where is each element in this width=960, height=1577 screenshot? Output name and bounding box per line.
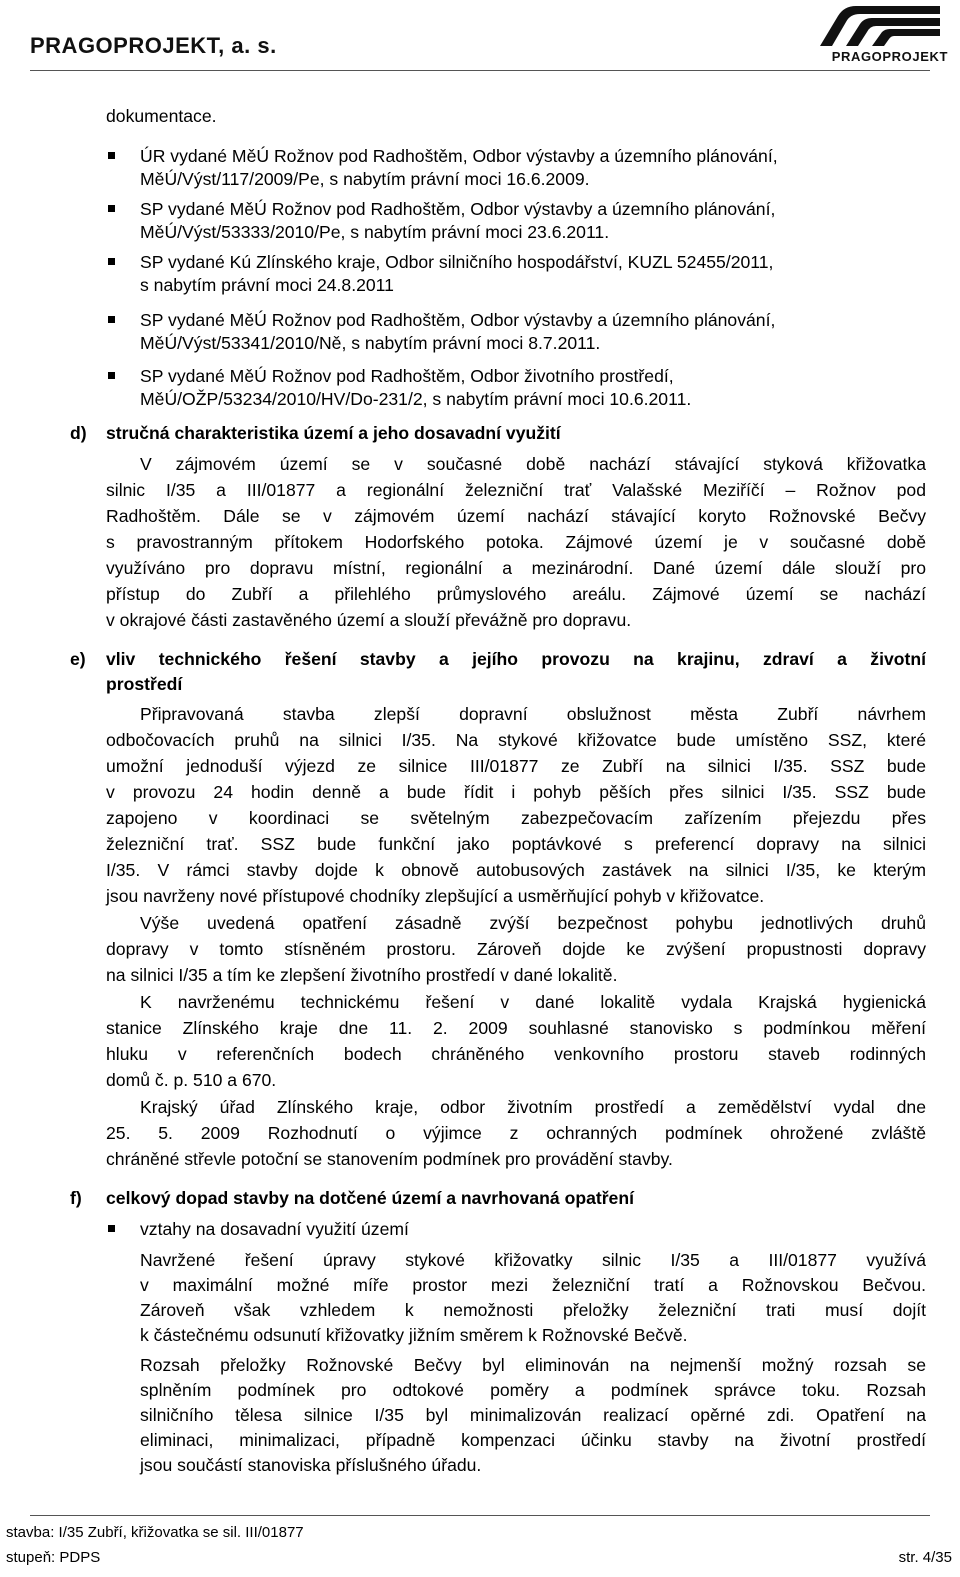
section-f-p1-line-3: Zároveň však vzhledem k nemožnosti přeložky železniční trati musí dojít (140, 1300, 926, 1320)
section-e-p1-line-2: odbočovacích pruhů na silnici I/35. Na stykové křižovatce bude umístěno SSZ, které (106, 730, 926, 750)
page-header (0, 0, 960, 80)
section-e-heading-line-1: vliv technického řešení stavby a jejího provozu na krajinu, zdraví a životní (106, 649, 926, 669)
section-e-p4-line-1: Krajský úřad Zlínského kraje, odbor životním prostředí a zemědělství vydal dne (140, 1097, 926, 1117)
section-e-p1-line-7: I/35. V rámci stavby dojde k obnově autobusových zastávek na silnici I/35, ke kterým (106, 860, 926, 880)
company-name: PRAGOPROJEKT, a. s. (30, 33, 277, 58)
section-d-heading: stručná charakteristika území a jeho dosavadní využití (106, 423, 561, 443)
section-d-line-3: Radhoštěm. Dále se v zájmovém území nachází stávající koryto Rožnovské Bečvy (106, 506, 926, 526)
bullet-icon (108, 1225, 115, 1232)
section-d-line-5: využíváno pro dopravu místní, regionální a mezinárodní. Dané území dále slouží pro (106, 558, 926, 578)
pragoprojekt-logo (800, 2, 948, 66)
section-d-line-7: v okrajové části zastavěného území a slouží převážně pro dopravu. (106, 610, 632, 630)
section-e-p2-line-2: dopravy v tomto stísněném prostoru. Zároveň dojde ke zvýšení propustnosti dopravy (106, 939, 926, 959)
section-e-p2-line-3: na silnici I/35 a tím ke zlepšení životního prostředí v dané lokalitě. (106, 965, 618, 985)
section-e-p3-line-1: K navrženému technickému řešení v dané lokalitě vydala Krajská hygienická (140, 992, 926, 1012)
bullet-icon (108, 258, 115, 265)
section-e-p1-line-4: v provozu 24 hodin denně a bude řídit i pohyb pěších přes silnici I/35. SSZ bude (106, 782, 926, 802)
bullet-icon (108, 205, 115, 212)
permit-2-line-2: MěÚ/Výst/53333/2010/Pe, s nabytím právní moci 23.6.2011. (140, 222, 610, 242)
section-e-p1-line-3: umožní jednoduší výjezd ze silnice III/01877 ze Zubří na silnici I/35. SSZ bude (106, 756, 926, 776)
permit-1-line-2: MěÚ/Výst/117/2009/Pe, s nabytím právní moci 16.6.2009. (140, 169, 590, 189)
section-f-p2-line-3: silničního tělesa silnice I/35 byl minimalizován realizací opěrné zdi. Opatření na (140, 1405, 926, 1425)
section-e-p2-line-1: Výše uvedená opatření zásadně zvýší bezpečnost pohybu jednotlivých druhů (140, 913, 926, 933)
section-e-p3-line-4: domů č. p. 510 a 670. (106, 1070, 277, 1090)
permit-3-line-1: SP vydané Kú Zlínského kraje, Odbor silničního hospodářství, KUZL 52455/2011, (140, 252, 774, 272)
section-d-line-1: V zájmovém území se v současné době nachází stávající styková křižovatka (140, 454, 926, 474)
section-f-label: f) (70, 1188, 82, 1208)
permit-1-line-1: ÚR vydané MěÚ Rožnov pod Radhoštěm, Odbor výstavby a územního plánování, (140, 146, 778, 166)
section-f-bullet-text: vztahy na dosavadní využití území (140, 1219, 409, 1239)
section-f-p1-line-1: Navržené řešení úpravy stykové křižovatky silnic I/35 a III/01877 využívá (140, 1250, 926, 1270)
page-footer (0, 1515, 960, 1577)
section-e-p1-line-1: Připravovaná stavba zlepší dopravní obslužnost města Zubří návrhem (140, 704, 926, 724)
section-e-p3-line-2: stanice Zlínského kraje dne 11. 2. 2009 souhlasné stanovisko s podmínkou měření (106, 1018, 926, 1038)
section-d-line-2: silnic I/35 a III/01877 a regionální železniční trať Valašské Meziříčí – Rožnov pod (106, 480, 926, 500)
bullet-icon (108, 372, 115, 379)
intro-text: dokumentace. (106, 106, 217, 126)
section-d-label: d) (70, 423, 87, 443)
section-e-p4-line-3: chráněné střevle potoční se stanovením podmínek pro provádění stavby. (106, 1149, 673, 1169)
section-f-p2-line-1: Rozsah přeložky Rožnovské Bečvy byl eliminován na nejmenší možný rozsah se (140, 1355, 926, 1375)
bullet-icon (108, 152, 115, 159)
logo-text: PRAGOPROJEKT (831, 49, 948, 64)
section-d-line-6: přístup do Zubří a přilehlého průmyslového areálu. Zájmové území se nachází (106, 584, 926, 604)
section-e-p4-line-2: 25. 5. 2009 Rozhodnutí o výjimce z ochranných podmínek ohrožené zvláště (106, 1123, 926, 1143)
section-e-p1-line-6: železniční trať. SSZ bude funkční jako poptávkové s preferencí dopravy na silnici (106, 834, 926, 854)
section-e-heading-line-2: prostředí (106, 674, 183, 694)
section-f-p2-line-4: eliminaci, minimalizaci, případně kompenzaci účinku stavby na životní prostředí (140, 1430, 926, 1450)
footer-divider (30, 1515, 930, 1516)
section-f-p1-line-2: v maximální možné míře prostor mezi železniční tratí a Rožnovskou Bečvou. (140, 1275, 926, 1295)
footer-stupen: stupeň: PDPS (6, 1549, 101, 1566)
footer-stavba: stavba: I/35 Zubří, křižovatka se sil. III/01877 (6, 1524, 304, 1541)
section-f-heading: celkový dopad stavby na dotčené území a navrhovaná opatření (106, 1188, 634, 1208)
permit-3-line-2: s nabytím právní moci 24.8.2011 (140, 275, 394, 295)
section-f-p1-line-4: k částečnému odsunutí křižovatky jižním směrem k Rožnovské Bečvě. (140, 1325, 688, 1345)
section-e-p3-line-3: hluku v referenčních bodech chráněného venkovního prostoru staveb rodinných (106, 1044, 926, 1064)
permit-2-line-1: SP vydané MěÚ Rožnov pod Radhoštěm, Odbor výstavby a územního plánování, (140, 199, 776, 219)
permit-5-line-1: SP vydané MěÚ Rožnov pod Radhoštěm, Odbor životního prostředí, (140, 366, 674, 386)
section-f-p2-line-2: splněním podmínek pro odtokové poměry a podmínek správce toku. Rozsah (140, 1380, 926, 1400)
logo-arcs-icon (800, 2, 948, 48)
bullet-icon (108, 316, 115, 323)
permit-5-line-2: MěÚ/OŽP/53234/2010/HV/Do-231/2, s nabytím právní moci 10.6.2011. (140, 389, 692, 409)
permit-4-line-2: MěÚ/Výst/53341/2010/Ně, s nabytím právní moci 8.7.2011. (140, 333, 601, 353)
section-e-p1-line-8: jsou navrženy nové přístupové chodníky zlepšující a usměrňující pohyb v křižovatce. (106, 886, 765, 906)
section-d-line-4: s pravostranným přítokem Hodorfského potoka. Zájmové území je v současné době (106, 532, 926, 552)
section-e-label: e) (70, 649, 86, 669)
footer-page-number: str. 4/35 (898, 1549, 952, 1566)
header-divider (30, 70, 930, 71)
section-f-p2-line-5: jsou součástí stanoviska příslušného úřadu. (140, 1455, 482, 1475)
section-e-p1-line-5: zapojeno v koordinaci se světelným zabezpečovacím zařízením přejezdu přes (106, 808, 926, 828)
permit-4-line-1: SP vydané MěÚ Rožnov pod Radhoštěm, Odbor výstavby a územního plánování, (140, 310, 776, 330)
